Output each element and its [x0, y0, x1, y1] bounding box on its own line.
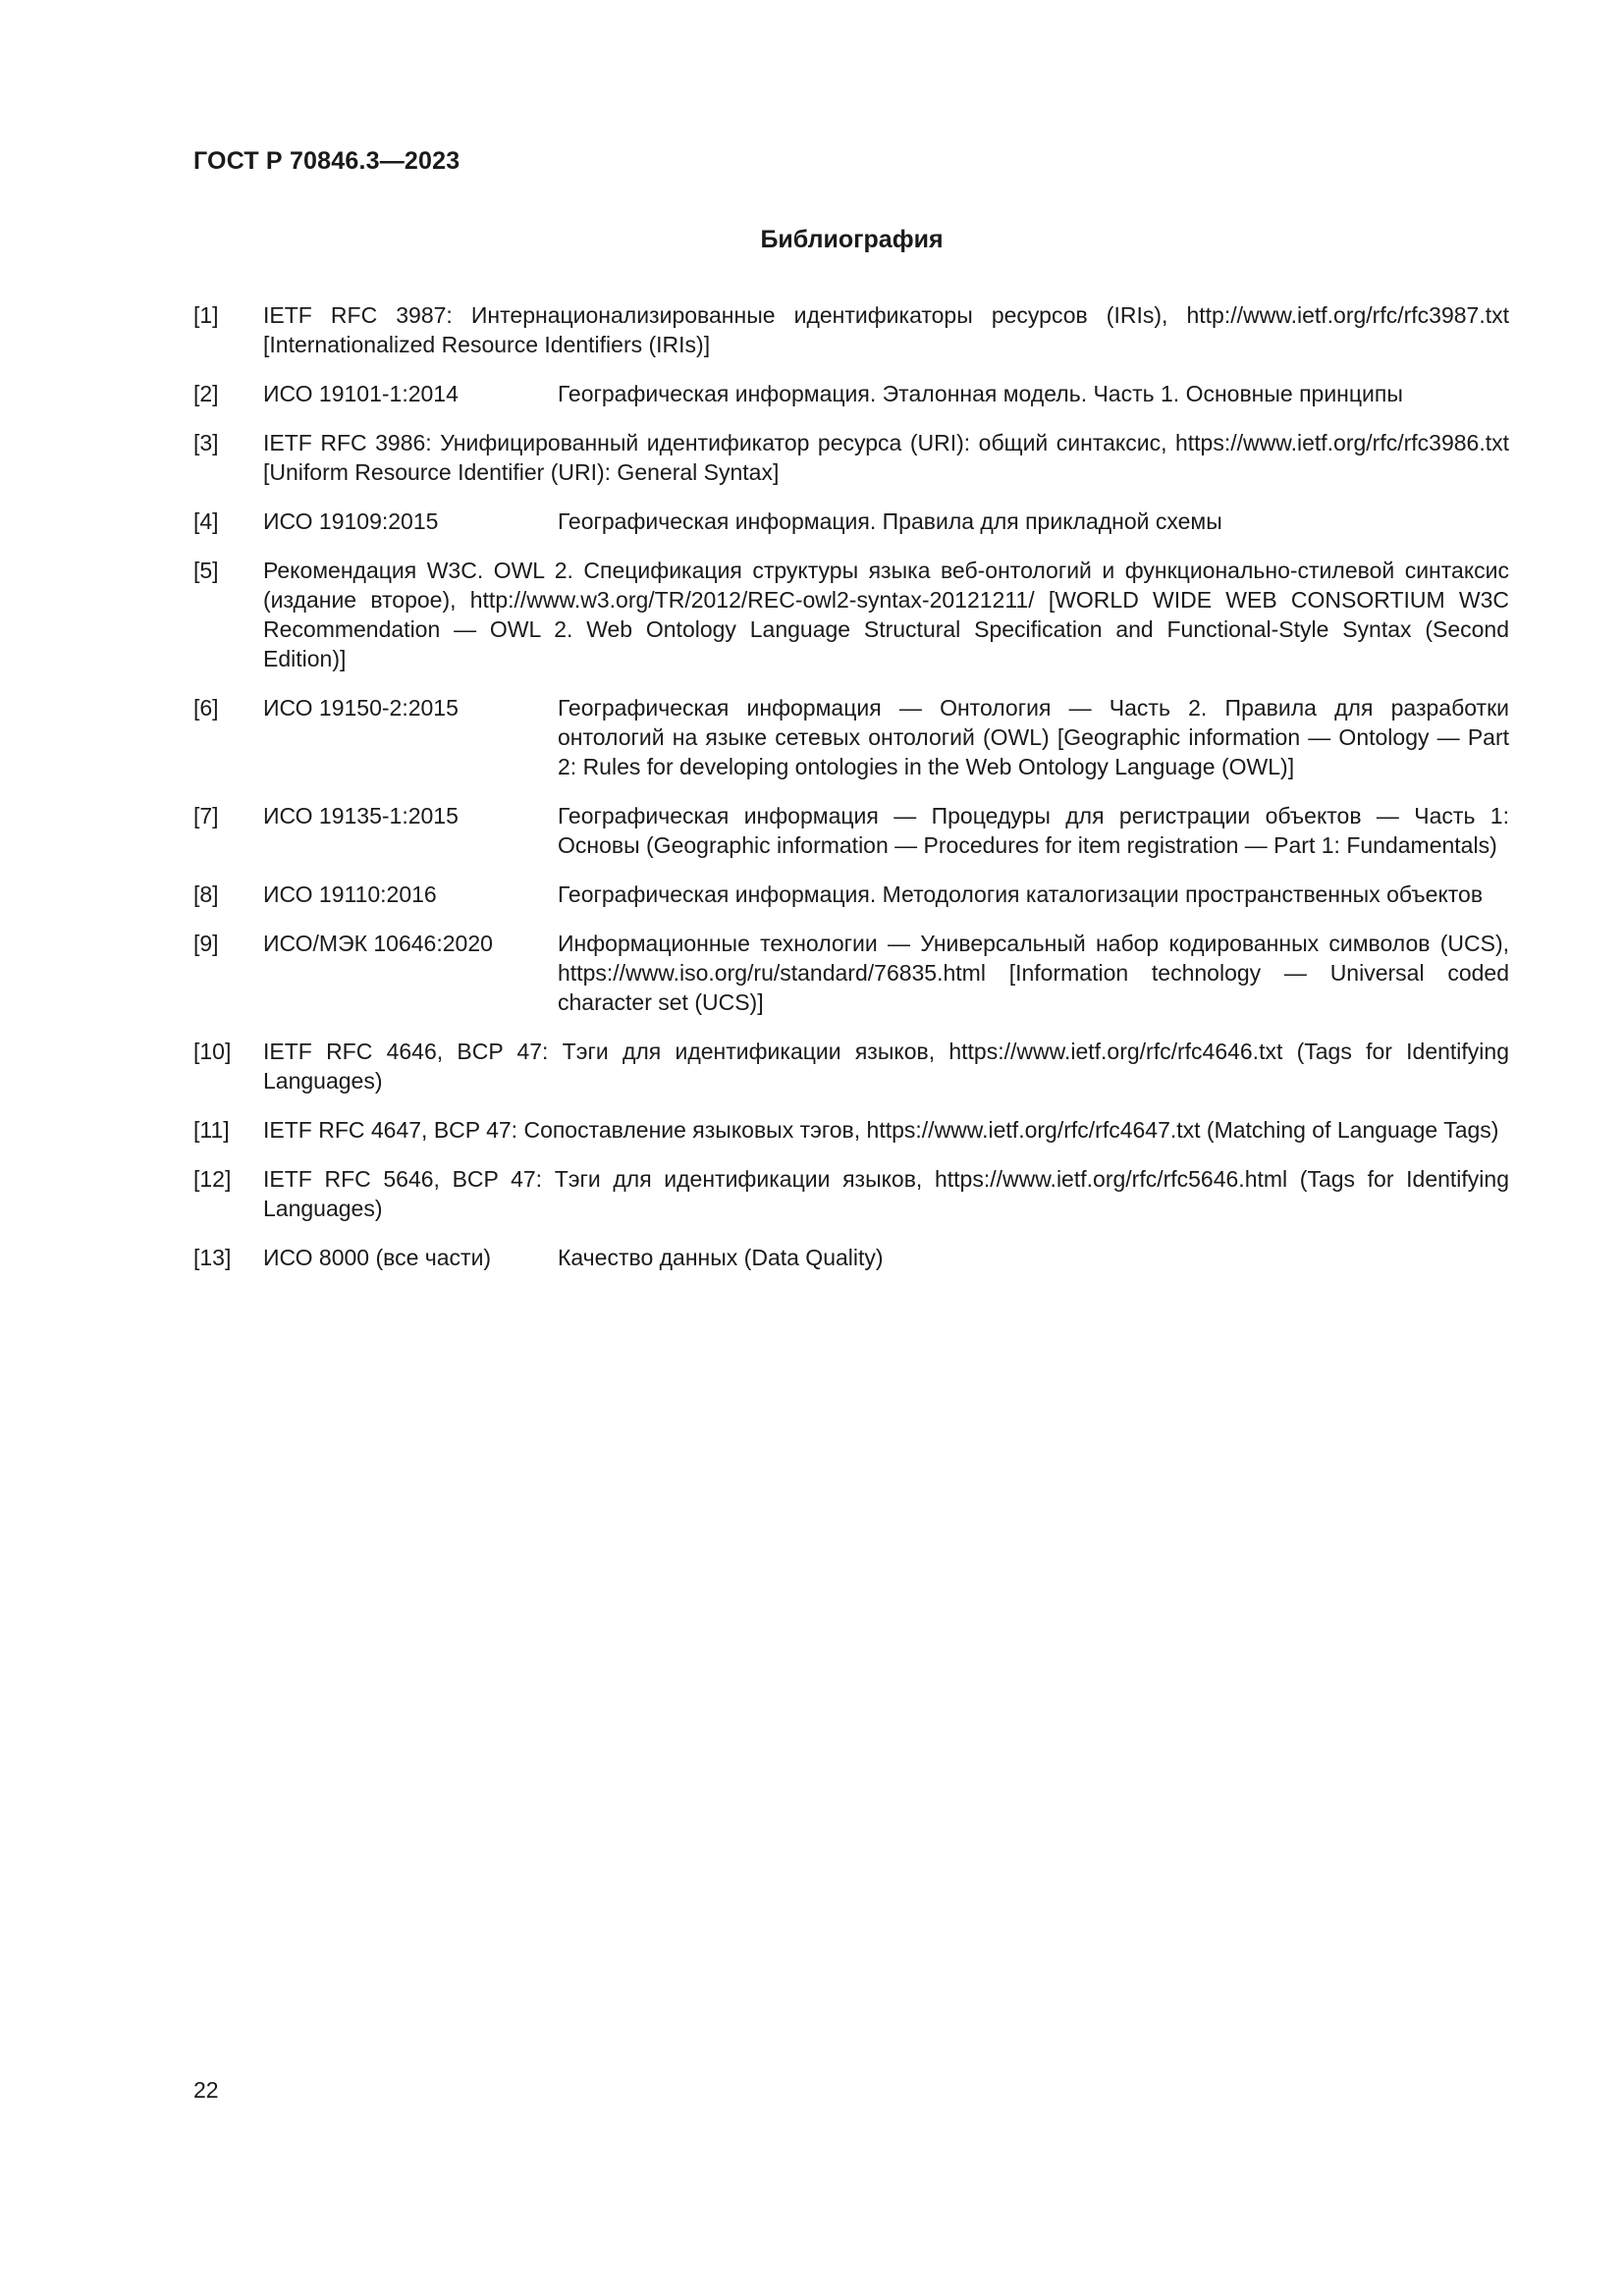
bibliography-entry — [193, 507, 1509, 536]
entry-standard-code: ИСО 19150-2:2015 — [263, 695, 459, 721]
bibliography-entry — [193, 880, 1509, 909]
entry-text: Географическая информация. Методология каталогизации пространственных объектов — [558, 881, 1484, 907]
entry-number: [6] — [193, 695, 219, 721]
entry-standard-code: ИСО 19109:2015 — [263, 508, 439, 534]
entry-number: [8] — [193, 881, 219, 907]
entry-text: Рекомендация W3C. OWL 2. Спецификация структуры языка веб-онтологий и функционально-стилевой синтаксис (издание второе), http://www.w3.org/TR/2012/REC-owl2-syntax-20121211/ [WORLD WIDE WEB CONSORTIUM W3C Recommendation — OWL 2. Web Ontology Language Structural Specification and Functional-Style Syntax (Second Edition)] — [263, 558, 1509, 671]
entry-text: Информационные технологии — Универсальный набор кодированных символов (UCS), https://www.iso.org/ru/standard/76835.html [Information technology — Universal coded character set (UCS)] — [558, 931, 1509, 1015]
bibliography-entry — [193, 801, 1509, 860]
document-code: ГОСТ Р 70846.3—2023 — [193, 147, 460, 175]
entry-text: IETF RFC 4647, BCP 47: Сопоставление языковых тэгов, https://www.ietf.org/rfc/rfc4647.txt (Matching of Language Tags) — [263, 1117, 1499, 1143]
section-title: Библиография — [760, 226, 944, 253]
bibliography-entry — [193, 1164, 1509, 1223]
entry-number: [4] — [193, 508, 219, 534]
entry-number: [9] — [193, 931, 219, 956]
entry-standard-code: ИСО 8000 (все части) — [263, 1245, 492, 1270]
bibliography-entry — [193, 300, 1509, 359]
entry-text: Географическая информация — Процедуры для регистрации объектов — Часть 1: Основы (Geographic information — Procedures for item registration — Part 1: Fundamentals) — [558, 803, 1509, 858]
entry-text: IETF RFC 3986: Унифицированный идентификатор ресурса (URI): общий синтаксис, https://www.ietf.org/rfc/rfc3986.txt [Uniform Resource Identifier (URI): General Syntax] — [263, 430, 1509, 485]
entry-number: [12] — [193, 1166, 232, 1192]
entry-number: [7] — [193, 803, 219, 828]
entry-number: [10] — [193, 1039, 232, 1064]
bibliography-entry — [193, 556, 1509, 673]
bibliography-entry — [193, 428, 1509, 487]
entry-text: IETF RFC 5646, BCP 47: Тэги для идентификации языков, https://www.ietf.org/rfc/rfc5646.html (Tags for Identifying Languages) — [263, 1166, 1509, 1221]
bibliography-entry — [193, 929, 1509, 1017]
bibliography-entry — [193, 1243, 1509, 1272]
bibliography-entry — [193, 693, 1509, 781]
page-number: 22 — [193, 2077, 219, 2103]
entry-text: IETF RFC 3987: Интернационализированные идентификаторы ресурсов (IRIs), http://www.ietf.org/rfc/rfc3987.txt [Internationalized Resource Identifiers (IRIs)] — [263, 302, 1509, 357]
entry-text: Географическая информация — Онтология — Часть 2. Правила для разработки онтологий на языке сетевых онтологий (OWL) [Geographic information — Ontology — Part 2: Rules for developing ontologies in the Web Ontology Language (OWL)] — [558, 695, 1509, 779]
entry-number: [13] — [193, 1245, 232, 1270]
entry-number: [11] — [193, 1117, 230, 1143]
entry-text: Качество данных (Data Quality) — [558, 1245, 884, 1270]
entry-standard-code: ИСО/МЭК 10646:2020 — [263, 931, 493, 956]
bibliography-entry — [193, 1037, 1509, 1095]
entry-text: Географическая информация. Эталонная модель. Часть 1. Основные принципы — [558, 381, 1403, 406]
entry-number: [2] — [193, 381, 219, 406]
entry-standard-code: ИСО 19110:2016 — [263, 881, 437, 907]
entry-text: IETF RFC 4646, BCP 47: Тэги для идентификации языков, https://www.ietf.org/rfc/rfc4646.txt (Tags for Identifying Languages) — [263, 1039, 1509, 1094]
entry-standard-code: ИСО 19101-1:2014 — [263, 381, 459, 406]
bibliography-list — [193, 300, 1509, 1292]
entry-number: [5] — [193, 558, 219, 583]
bibliography-entry — [193, 1115, 1509, 1145]
entry-number: [3] — [193, 430, 219, 455]
entry-number: [1] — [193, 302, 219, 328]
bibliography-entry — [193, 379, 1509, 408]
entry-standard-code: ИСО 19135-1:2015 — [263, 803, 459, 828]
entry-text: Географическая информация. Правила для прикладной схемы — [558, 508, 1222, 534]
